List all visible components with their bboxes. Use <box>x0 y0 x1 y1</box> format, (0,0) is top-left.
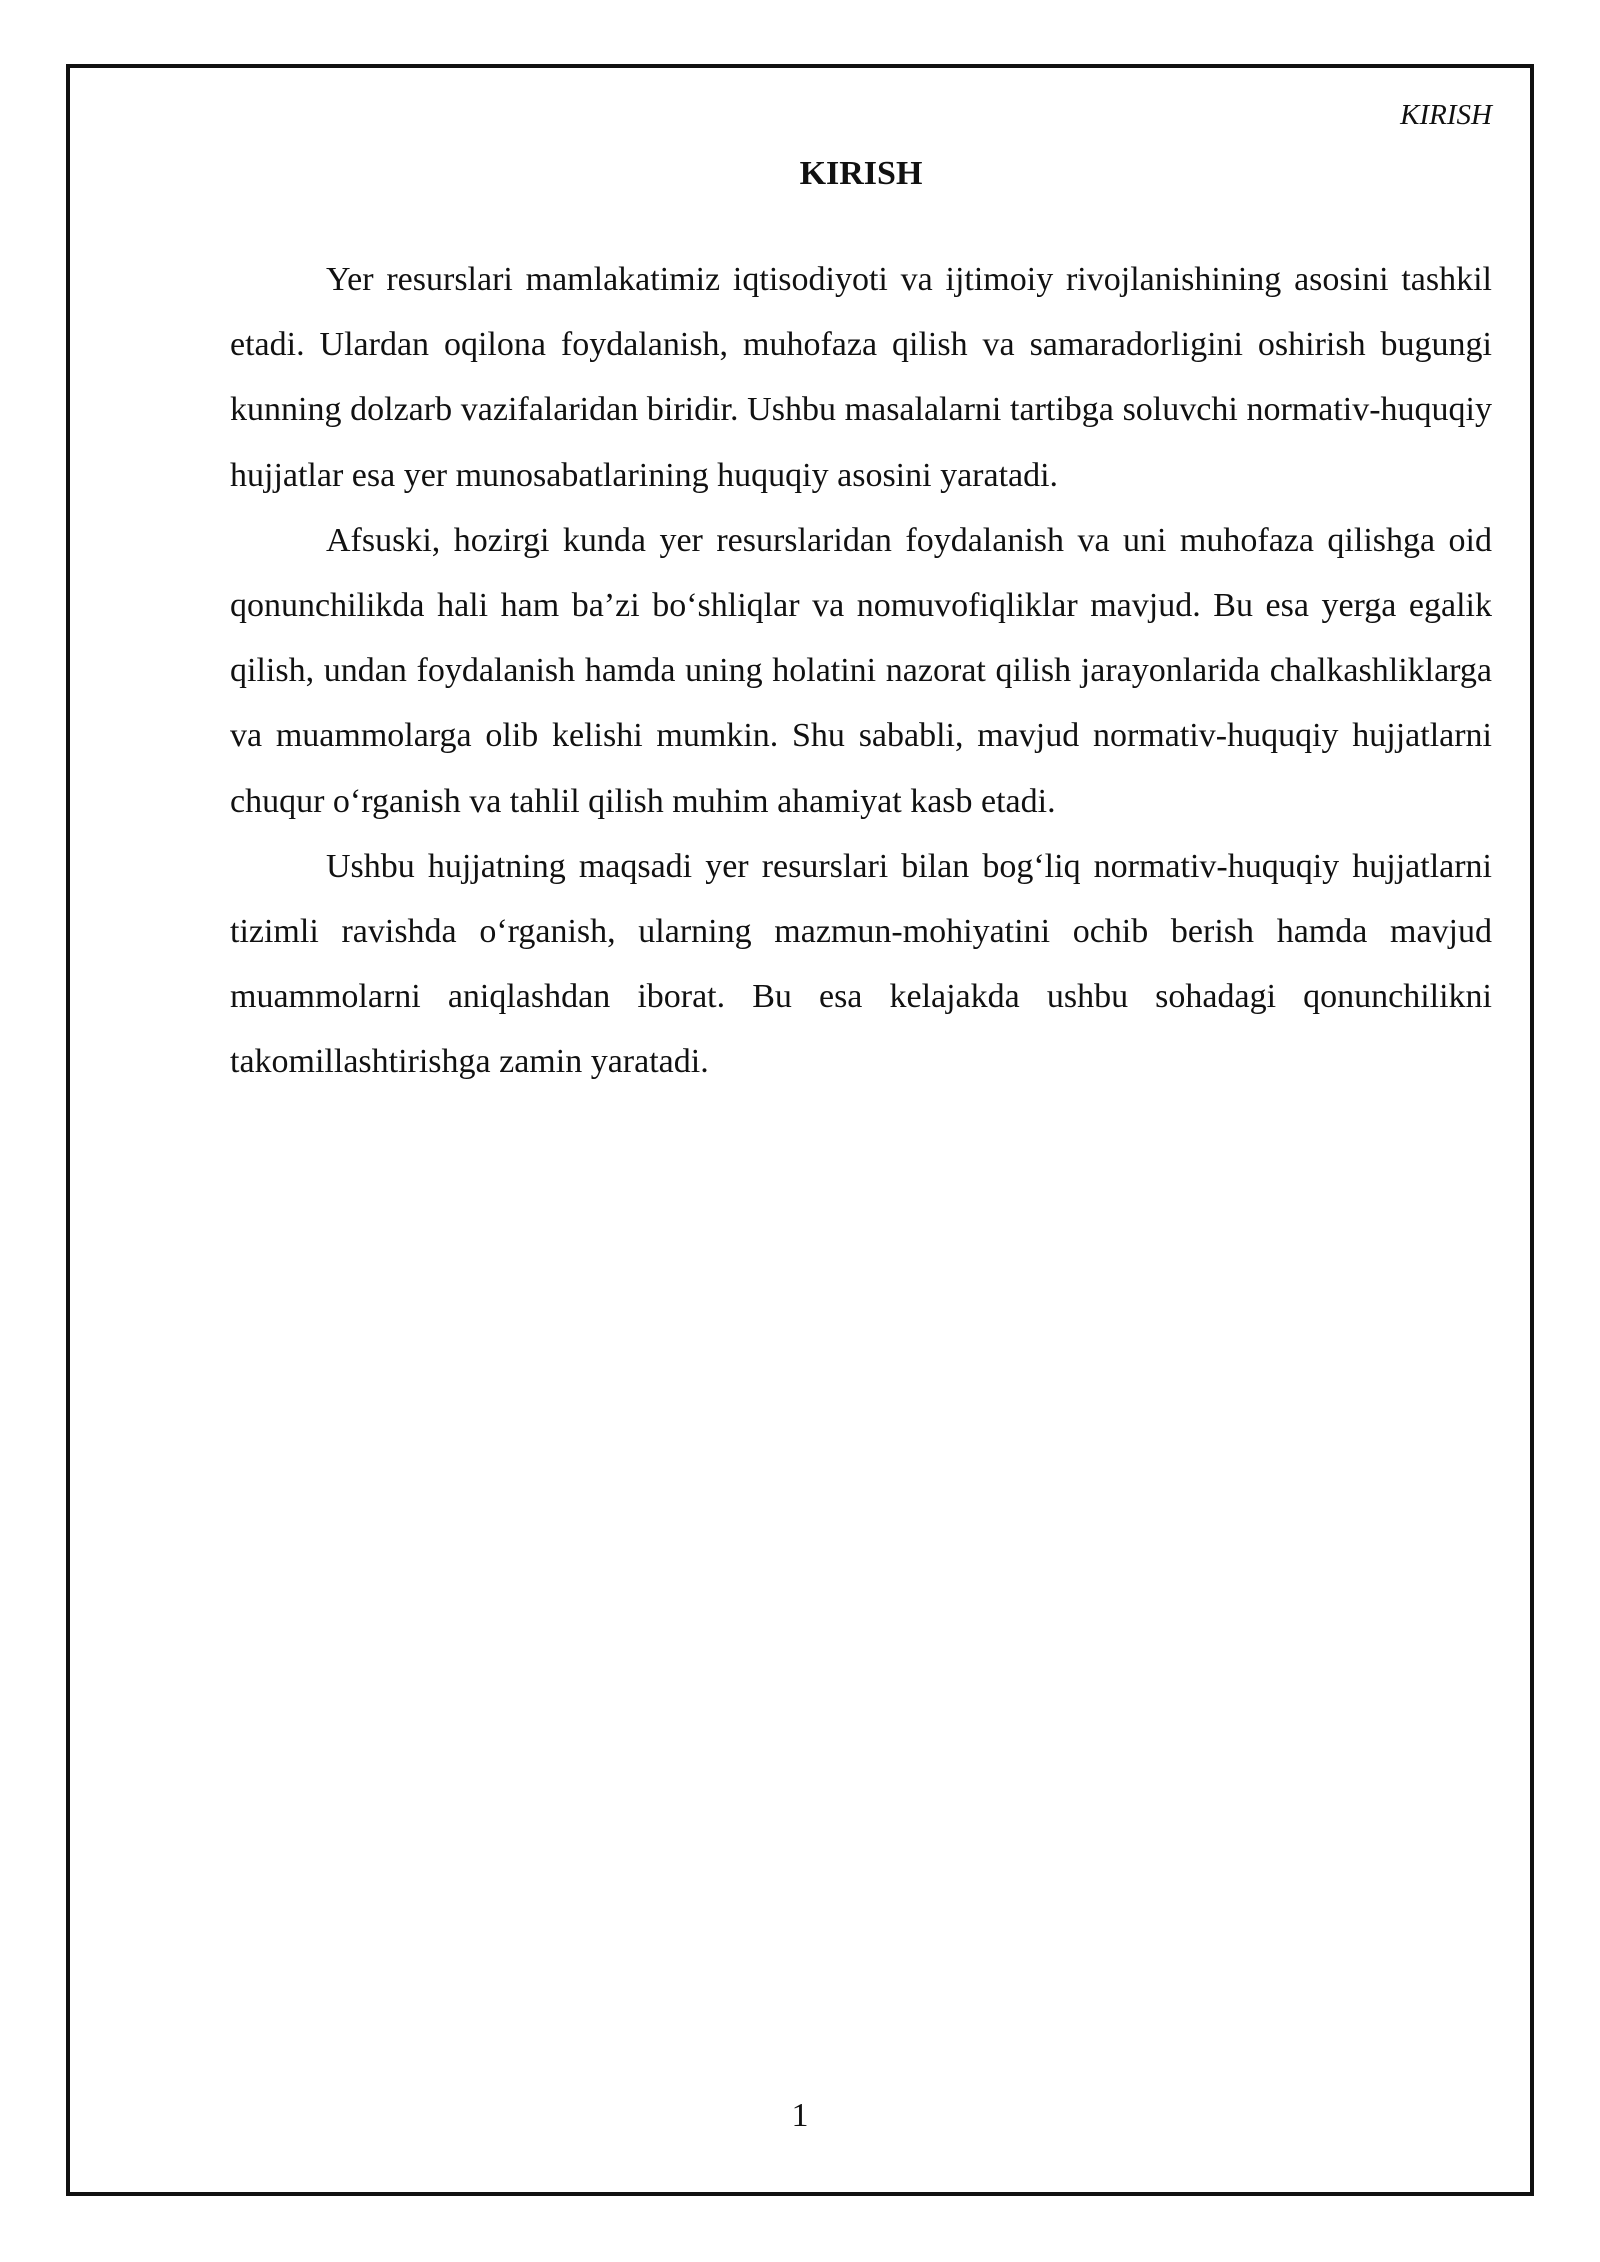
running-header: KIRISH <box>1400 99 1492 131</box>
paragraph-3: Ushbu hujjatning maqsadi yer resurslari bilan bog‘liq normativ-huquqiy hujjatlarni tizimli ravishda o‘rganish, ularning mazmun-mohiyatini ochib berish hamda mavjud muammolarni aniqlashdan iborat. Bu esa kelajakda ushbu sohadagi qonunchilikni takomillashtirishga zamin yaratadi. <box>230 847 1492 1081</box>
page-number: 1 <box>791 2097 809 2134</box>
paragraph-1: Yer resurslari mamlakatimiz iqtisodiyoti va ijtimoiy rivojlanishining asosini tashkil etadi. Ulardan oqilona foydalanish, muhofaza qilish va samaradorligini oshirish bugungi kunning dolzarb vazifalaridan biridir. Ushbu masalalarni tartibga soluvchi normativ-huquqiy hujjatlar esa yer munosabatlarining huquqiy asosini yaratadi. <box>230 261 1492 494</box>
document-title: KIRISH <box>799 155 923 192</box>
paragraph-2: Afsuski, hozirgi kunda yer resurslaridan foydalanish va uni muhofaza qilishga oid qonunchilikda hali ham ba’zi bo‘shliqlar va nomuvofiqliklar mavjud. Bu esa yerga egalik qilish, undan foydalanish hamda uning holatini nazorat qilish jarayonlarida chalkashliklarga va muammolarga olib kelishi mumkin. Shu sababli, mavjud normativ-huquqiy hujjatlarni chuqur o‘rganish va tahlil qilish muhim ahamiyat kasb etadi. <box>230 521 1492 820</box>
body-text <box>230 247 1492 1095</box>
